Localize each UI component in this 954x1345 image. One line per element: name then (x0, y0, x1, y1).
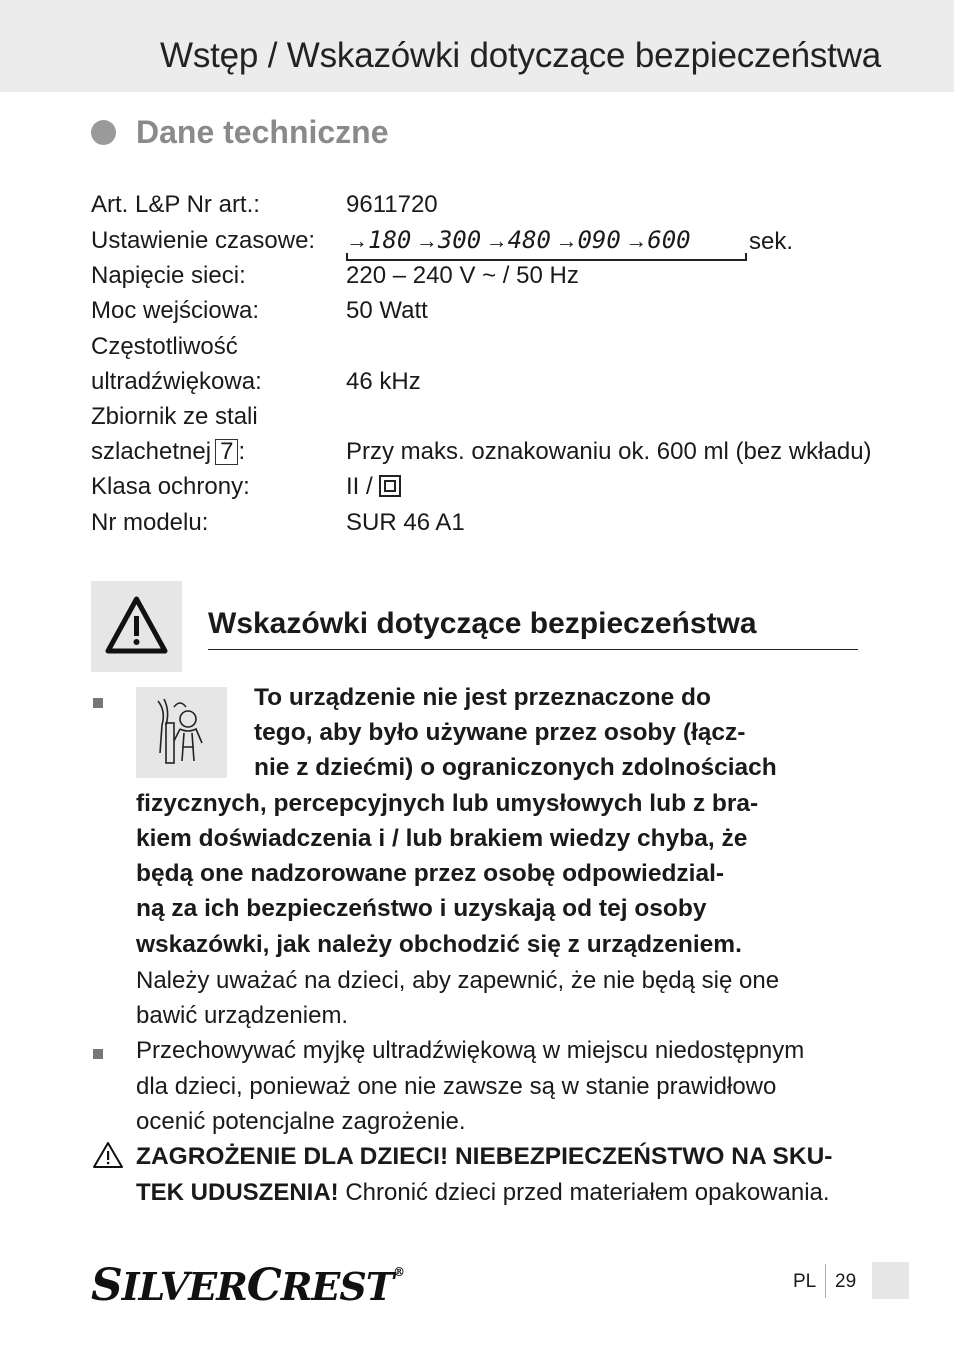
arrow-icon: → (625, 228, 648, 253)
class-text: II / (346, 473, 380, 500)
safety-item1-line: nie z dziećmi) o ograniczonych zdolnościach (254, 754, 777, 781)
page-edge-tab (872, 1262, 909, 1299)
warning-small-icon (91, 1140, 125, 1170)
part-reference: 7 (215, 439, 238, 465)
spec-value-power: 50 Watt (346, 297, 428, 324)
page-title: Wstęp / Wskazówki dotyczące bezpieczeństwa (160, 36, 882, 75)
safety-item1-line: To urządzenie nie jest przeznaczone do (254, 684, 711, 711)
section-bullet (91, 120, 116, 145)
page-number: 29 (835, 1271, 857, 1292)
child-warning-pictogram (136, 687, 227, 778)
arrow-icon: → (415, 228, 438, 253)
spec-label-voltage: Napięcie sieci: (91, 262, 246, 289)
safety-item1-line: tego, aby było używane przez osoby (łącz- (254, 719, 746, 746)
section-title: Dane techniczne (136, 114, 389, 150)
timer-sequence (346, 226, 744, 254)
footer-language: PL (793, 1271, 817, 1292)
safety-item2-line: dla dzieci, ponieważ one nie zawsze są w stanie prawidłowo (136, 1073, 777, 1100)
children-danger-bold: TEK UDUSZENIA! (136, 1179, 339, 1206)
brand-logo: SILVERCREST® (91, 1260, 405, 1311)
spec-label-tank-text: szlachetnej (91, 438, 212, 465)
spec-label-frequency-2: ultradźwiękowa: (91, 368, 262, 395)
spec-label-class: Klasa ochrony: (91, 473, 250, 500)
safety-item1-line: wskazówki, jak należy obchodzić się z urządzeniem. (136, 931, 742, 958)
square-bullet (93, 1049, 103, 1059)
arrow-icon: → (555, 228, 578, 253)
arrow-icon: → (485, 228, 508, 253)
safety-item1-note: bawić urządzeniem. (136, 1002, 349, 1029)
spec-value-class (346, 473, 401, 501)
spec-label-model: Nr modelu: (91, 509, 209, 536)
spec-value-frequency: 46 kHz (346, 368, 421, 395)
child-icon (136, 687, 227, 778)
safety-item2-line: ocenić potencjalne zagrożenie. (136, 1108, 466, 1135)
timer-value: 090 (577, 226, 621, 254)
safety-item1-line: będą one nadzorowane przez osobę odpowiedzial- (136, 860, 725, 887)
safety-title: Wskazówki dotyczące bezpieczeństwa (208, 607, 858, 650)
safety-item1-line: kiem doświadczenia i / lub brakiem wiedzy chyba, że (136, 825, 748, 852)
spec-label-frequency-1: Częstotliwość (91, 333, 238, 360)
safety-item1-line: ną za ich bezpieczeństwo i uzyskają od tej osoby (136, 895, 707, 922)
arrow-icon: → (346, 228, 368, 253)
spec-value-voltage: 220 – 240 V ~ / 50 Hz (346, 262, 579, 289)
square-bullet (93, 698, 103, 708)
safety-item2-line: Przechowywać myjkę ultradźwiękową w miejscu niedostępnym (136, 1037, 805, 1064)
children-danger-line2 (136, 1179, 830, 1207)
warning-triangle-icon (91, 581, 182, 672)
spec-value-art: 9611720 (346, 191, 438, 218)
timer-value: 180 (368, 226, 412, 254)
children-danger-line1: ZAGROŻENIE DLA DZIECI! NIEBEZPIECZEŃSTWO NA SKU- (136, 1143, 833, 1170)
safety-item1-note: Należy uważać na dzieci, aby zapewnić, że nie będą się one (136, 967, 780, 994)
timer-value: 480 (507, 226, 551, 254)
spec-label-art: Art. L&P Nr art.: (91, 191, 260, 218)
timer-unit: sek. (749, 228, 794, 255)
timer-loop-bracket (346, 253, 747, 261)
timer-value: 300 (437, 226, 482, 254)
spec-value-tank: Przy maks. oznakowaniu ok. 600 ml (bez wkładu) (346, 438, 872, 465)
double-insulation-icon (379, 475, 401, 497)
spec-label-tank-1: Zbiornik ze stali (91, 403, 258, 430)
spec-label-tank-2 (91, 438, 245, 466)
spec-label-power: Moc wejściowa: (91, 297, 260, 324)
tank-colon: : (238, 438, 246, 465)
timer-value: 600 (647, 226, 691, 254)
spec-value-model: SUR 46 A1 (346, 509, 465, 536)
warning-box (91, 581, 182, 672)
spec-label-timer: Ustawienie czasowe: (91, 227, 316, 254)
children-danger-text: Chronić dzieci przed materiałem opakowania. (338, 1179, 830, 1206)
footer-divider (825, 1264, 826, 1298)
safety-item1-line: fizycznych, percepcyjnych lub umysłowych lub z bra- (136, 790, 759, 817)
